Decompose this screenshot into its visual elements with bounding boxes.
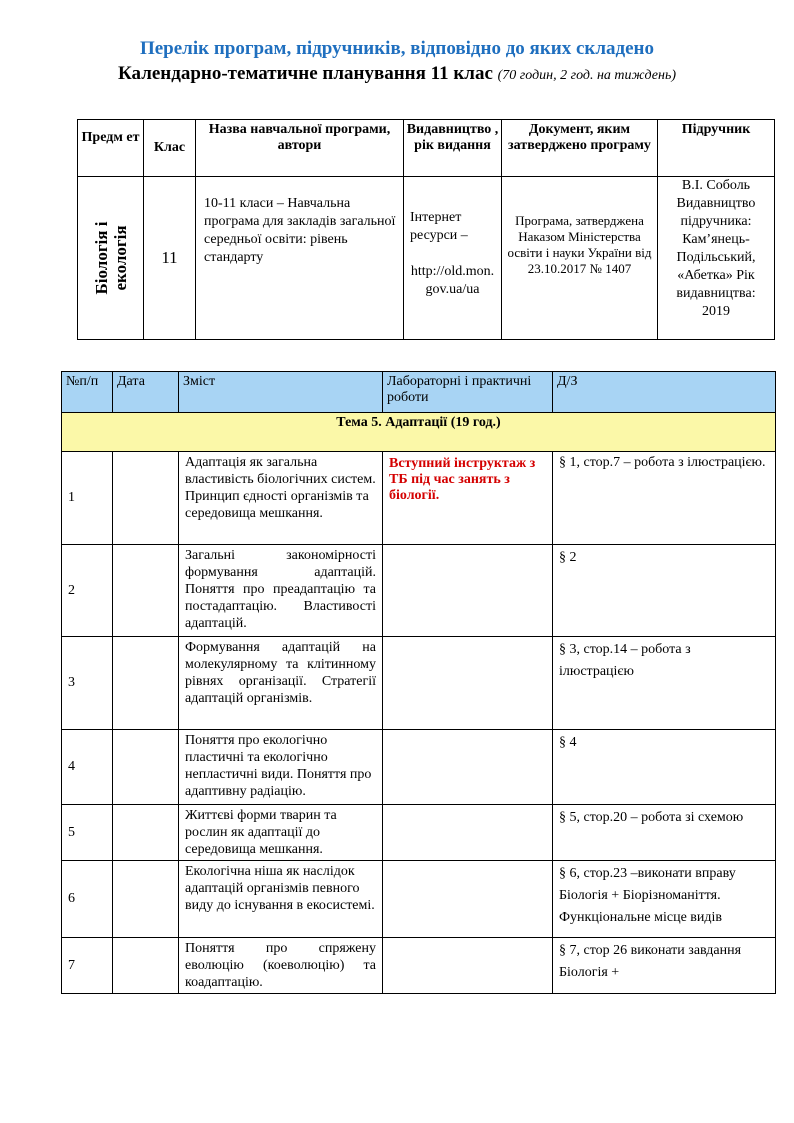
table-row	[62, 805, 776, 861]
header-date: Дата	[113, 372, 179, 413]
row-date	[113, 452, 179, 545]
table-row	[62, 730, 776, 805]
document-title: Перелік програм, підручників, відповідно до яких складено	[139, 38, 655, 59]
table-row	[62, 637, 776, 730]
header-document: Документ, яким затверджено програму	[502, 120, 658, 177]
row-lab	[383, 805, 553, 861]
header-homework: Д/З	[553, 372, 776, 413]
hours-note: (70 годин, 2 год. на тиждень)	[497, 68, 676, 83]
row-lab	[383, 938, 553, 994]
plan-table	[61, 371, 776, 994]
row-homework: § 4	[553, 730, 776, 805]
document-subtitle	[0, 63, 794, 85]
row-homework: § 5, стор.20 – робота зі схемою	[553, 805, 776, 861]
row-content: Поняття про спряжену еволюцію (коеволюцію) та коадаптацію.	[179, 938, 383, 994]
row-lab: Вступний інструктаж з ТБ під час занять з біології.	[383, 452, 553, 545]
row-date	[113, 805, 179, 861]
row-lab	[383, 730, 553, 805]
row-num: 5	[62, 805, 113, 861]
program-table-row	[78, 177, 775, 340]
program-table-header	[78, 120, 775, 177]
publisher-cell	[404, 177, 502, 340]
row-content: Адаптація як загальна властивість біологічних систем. Принцип єдності організмів та середовища мешкання.	[179, 452, 383, 545]
grade-cell: 11	[144, 177, 196, 340]
row-content: Екологічна ніша як наслідок адаптацій організмів певного виду до існування в екосистемі.	[179, 861, 383, 938]
row-date	[113, 545, 179, 637]
program-table	[77, 119, 775, 340]
header-num: №п/п	[62, 372, 113, 413]
plan-table-header	[62, 372, 776, 413]
row-num: 4	[62, 730, 113, 805]
publisher-source: Інтернет ресурси –	[410, 210, 468, 243]
row-num: 1	[62, 452, 113, 545]
program-name: 10-11 класи – Навчальна програма для закладів загальної середньої освіти: рівень стандарту	[196, 177, 404, 340]
row-content: Загальні закономірності формування адаптацій. Поняття про преадаптацію та постадаптацію. Властивості адаптацій.	[179, 545, 383, 637]
row-homework: § 3, стор.14 – робота з ілюстрацією	[553, 637, 776, 730]
row-num: 3	[62, 637, 113, 730]
table-row	[62, 861, 776, 938]
subject-cell	[78, 177, 144, 340]
theme-row	[62, 413, 776, 452]
header-publisher: Видавництво , рік видання	[404, 120, 502, 177]
row-num: 7	[62, 938, 113, 994]
table-row	[62, 938, 776, 994]
approval-document: Програма, затверджена Наказом Міністерства освіти і науки України від 23.10.2017 № 1407	[502, 177, 658, 340]
header-content: Зміст	[179, 372, 383, 413]
row-date	[113, 861, 179, 938]
header-grade: Клас	[144, 120, 196, 177]
row-homework: § 2	[553, 545, 776, 637]
row-homework: § 6, стор.23 –виконати вправу Біологія + Біорізноманіття. Функціональне місце видів	[553, 861, 776, 938]
row-num: 2	[62, 545, 113, 637]
row-homework: § 7, стор 26 виконати завдання Біологія +	[553, 938, 776, 994]
row-date	[113, 637, 179, 730]
header-textbook: Підручник	[658, 120, 775, 177]
row-date	[113, 730, 179, 805]
textbook-cell: В.І. Соболь Видавництво підручника: Кам’янець-Подільський, «Абетка» Рік видавництва: 2019	[658, 177, 775, 340]
table-row	[62, 545, 776, 637]
header-program: Назва навчальної програми, автори	[196, 120, 404, 177]
header-subject: Предм ет	[78, 120, 144, 177]
header-lab: Лабораторні і практичні роботи	[383, 372, 553, 413]
publisher-link[interactable]: http://old.mon.gov.ua/ua	[410, 264, 495, 297]
plan-title: Календарно-тематичне планування 11 клас	[118, 63, 493, 84]
row-content: Поняття про екологічно пластичні та екологічно непластичні види. Поняття про адаптивну радіацію.	[179, 730, 383, 805]
row-content: Формування адаптацій на молекулярному та клітинному рівнях організації. Стратегії адаптацій організмів.	[179, 637, 383, 730]
table-row	[62, 452, 776, 545]
row-date	[113, 938, 179, 994]
row-lab	[383, 545, 553, 637]
subject-name: Біологія і екологія	[91, 221, 130, 295]
row-homework: § 1, стор.7 – робота з ілюстрацією.	[553, 452, 776, 545]
row-num: 6	[62, 861, 113, 938]
theme-title: Тема 5. Адаптації (19 год.)	[62, 413, 776, 452]
row-content: Життєві форми тварин та рослин як адаптації до середовища мешкання.	[179, 805, 383, 861]
row-lab	[383, 861, 553, 938]
row-lab	[383, 637, 553, 730]
